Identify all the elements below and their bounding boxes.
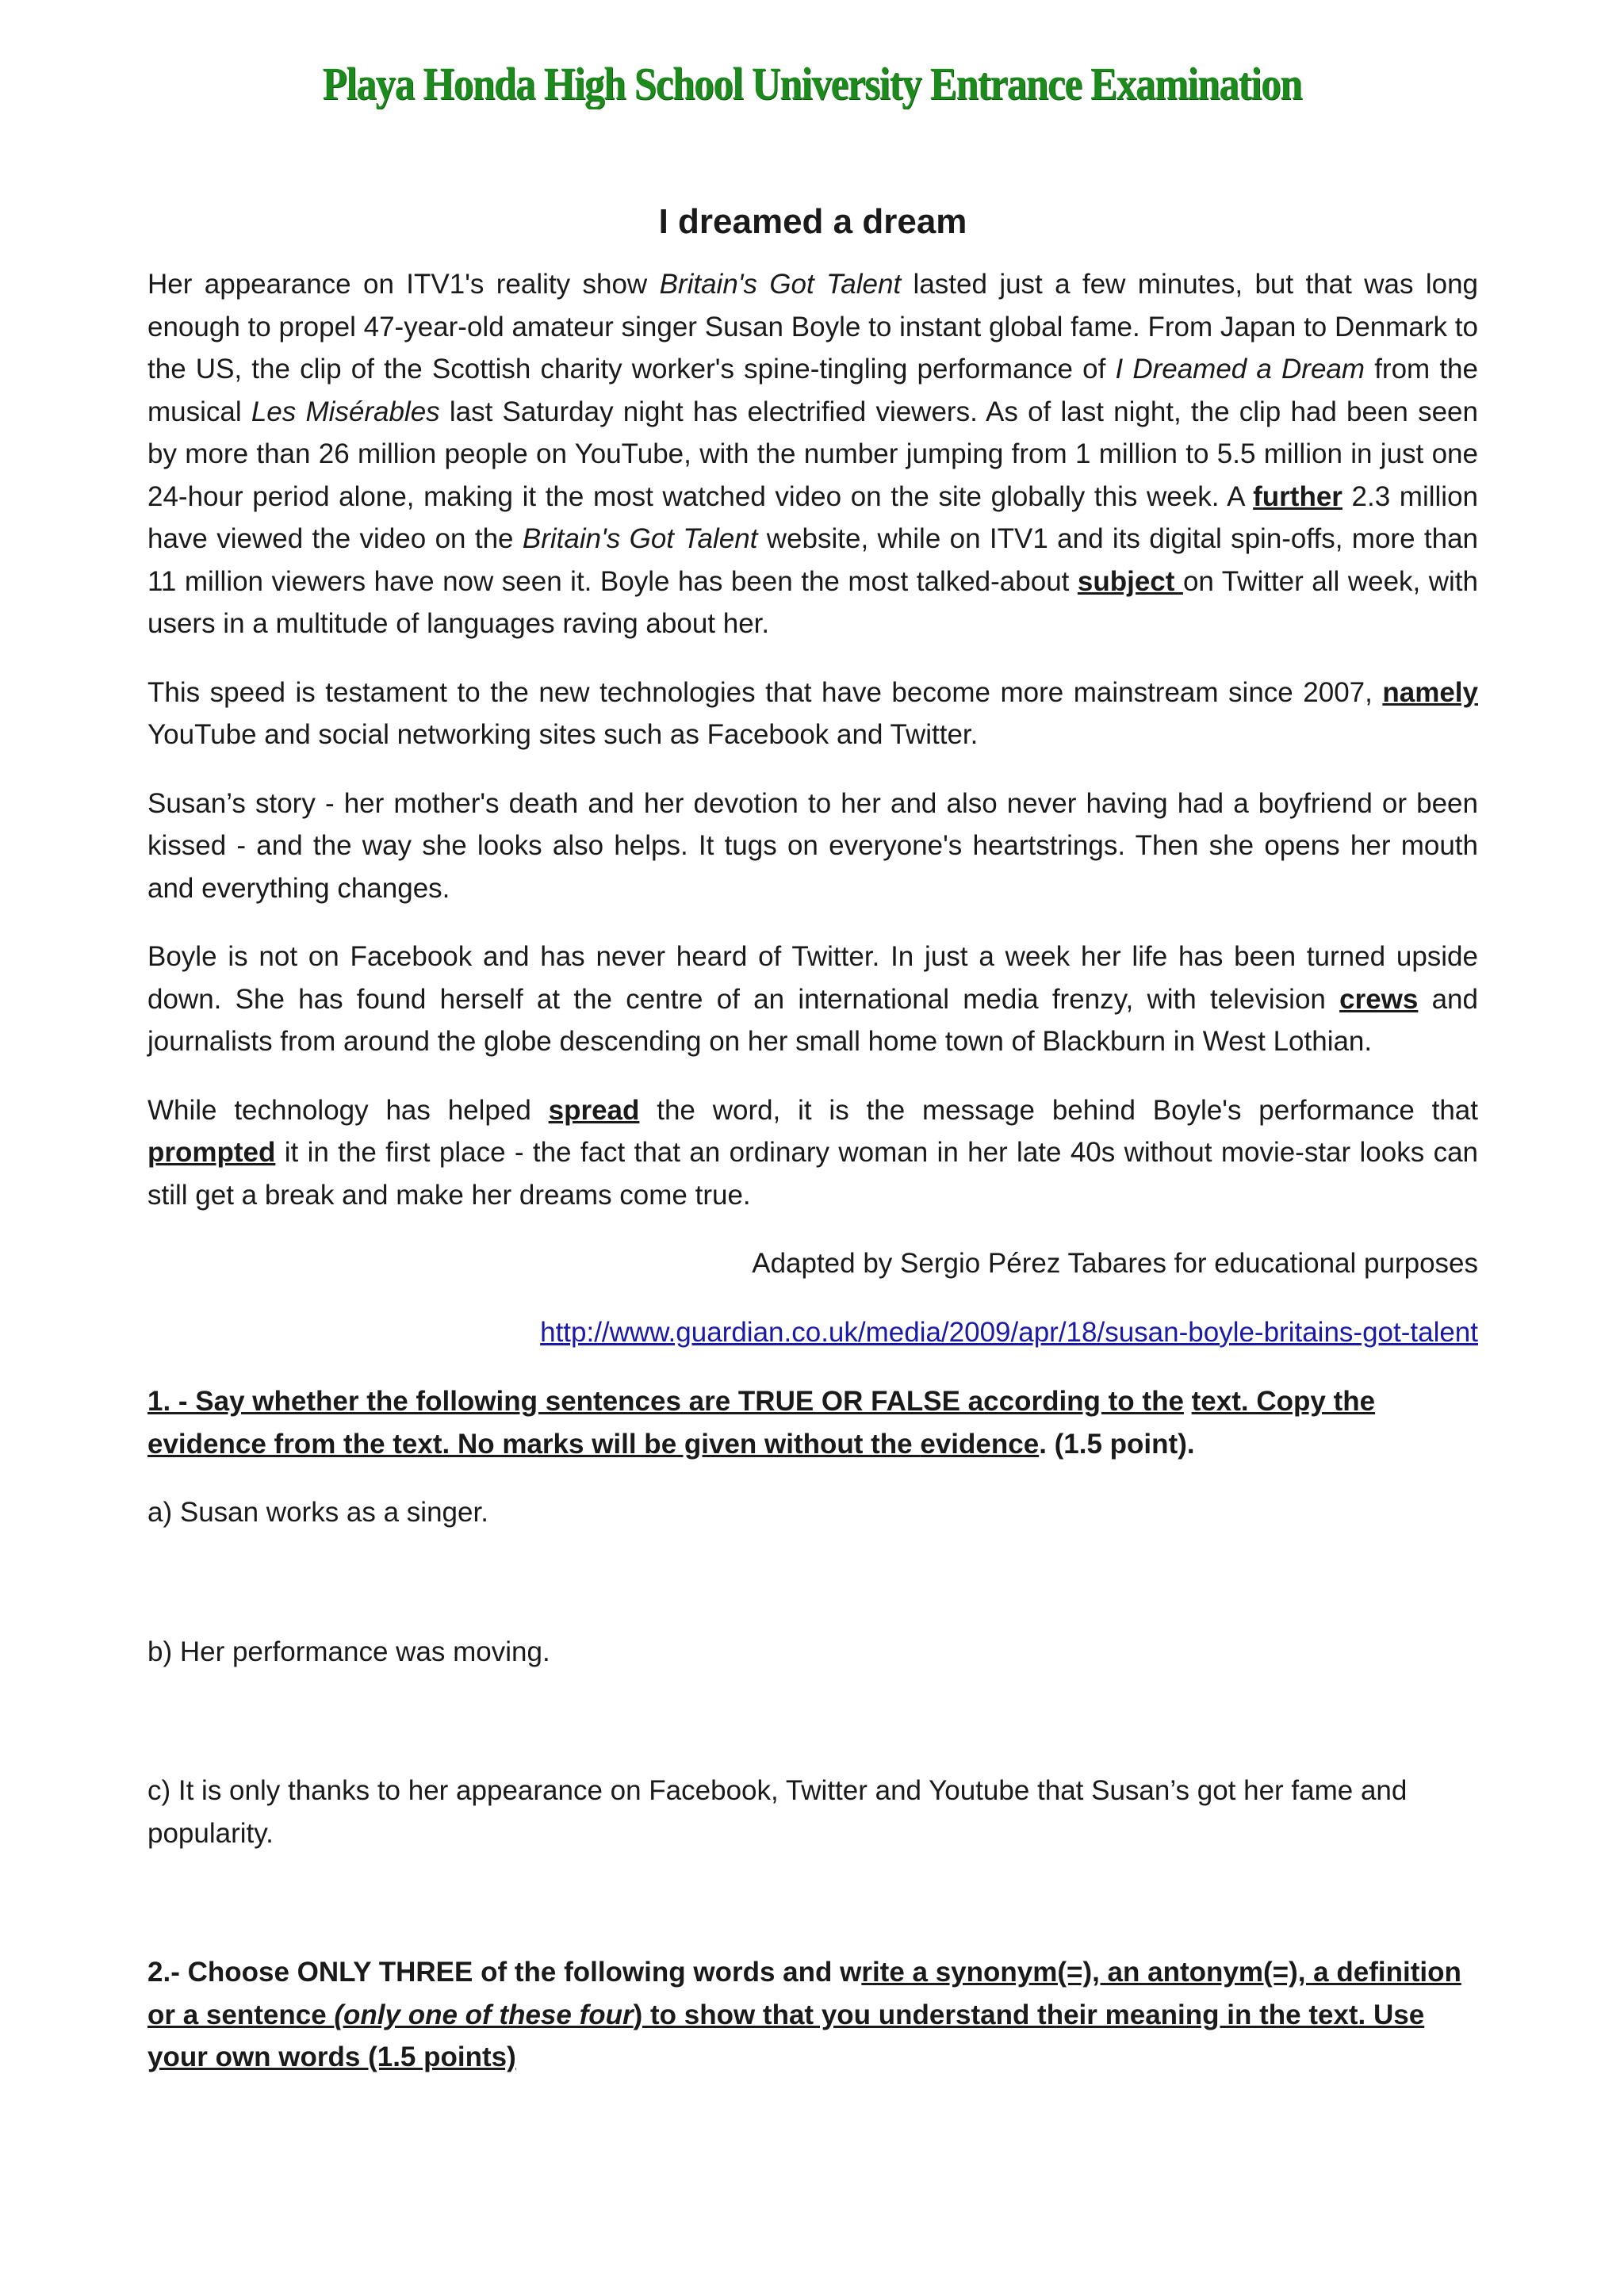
keyword-crews: crews [1339,983,1419,1015]
keyword-subject: subject [1077,565,1183,597]
keyword-namely: namely [1382,676,1478,708]
article-paragraph-2: This speed is testament to the new technologies that have become more mainstream since 2007, namely YouTube and social networking sites such as Facebook and Twitter. [147,676,1478,750]
keyword-prompted: prompted [147,1137,276,1168]
question-1-item-a: a) Susan works as a singer. [147,1497,488,1528]
article-title: I dreamed a dream [658,202,967,241]
question-1-item-c: c) It is only thanks to her appearance on Facebook, Twitter and Youtube that Susan’s got her fame and popularity. [147,1775,1408,1849]
question-1-prompt: 1. - Say whether the following sentences are TRUE OR FALSE according to the text. Copy the evidence from the text. No marks will be given without the evidence. (1.5 point). [147,1386,1376,1460]
question-1-item-b: b) Her performance was moving. [147,1636,550,1667]
source-link[interactable]: http://www.guardian.co.uk/media/2009/apr/18/susan-boyle-britains-got-talent [540,1316,1478,1348]
question-2-prompt: 2.- Choose ONLY THREE of the following words and write a synonym(=), an antonym(=), a definition or a sentence (only one of these four) to show that you understand their meaning in the text. Use your own words (1.5 points) [147,1957,1461,2072]
keyword-spread: spread [548,1094,640,1126]
article-paragraph-4: Boyle is not on Facebook and has never heard of Twitter. In just a week her life has been turned upside down. She has found herself at the centre of an international media frenzy, with television crews and journalists from around the globe descending on her small home town of Blackburn in West Lothian. [147,941,1478,1057]
article-credit: Adapted by Sergio Pérez Tabares for educational purposes [752,1248,1478,1279]
exam-content [147,198,1478,2105]
article-paragraph-5: While technology has helped spread the word, it is the message behind Boyle's performance that prompted it in the first place - the fact that an ordinary woman in her late 40s without movie-star looks can still get a break and make her dreams come true. [147,1094,1478,1211]
article-paragraph-1: Her appearance on ITV1's reality show Britain's Got Talent lasted just a few minutes, but that was long enough to propel 47-year-old amateur singer Susan Boyle to instant global fame. From Japan to Denmark to the US, the clip of the Scottish charity worker's spine-tingling performance of I Dreamed a Dream from the musical Les Misérables last Saturday night has electrified viewers. As of last night, the clip had been seen by more than 26 million people on YouTube, with the number jumping from 1 million to 5.5 million in just one 24-hour period alone, making it the most watched video on the site globally this week. A further 2.3 million have viewed the video on the Britain's Got Talent website, while on ITV1 and its digital spin-offs, more than 11 million viewers have now seen it. Boyle has been the most talked-about subject on Twitter all week, with users in a multitude of languages raving about her. [147,269,1479,639]
exam-header-title: Playa Honda High School University Entrance Examination [322,58,1302,109]
article-paragraph-3: Susan’s story - her mother's death and her devotion to her and also never having had a boyfriend or been kissed - and the way she looks also helps. It tugs on everyone's heartstrings. Then she opens her mouth and everything changes. [147,787,1478,904]
keyword-further: further [1253,480,1342,512]
